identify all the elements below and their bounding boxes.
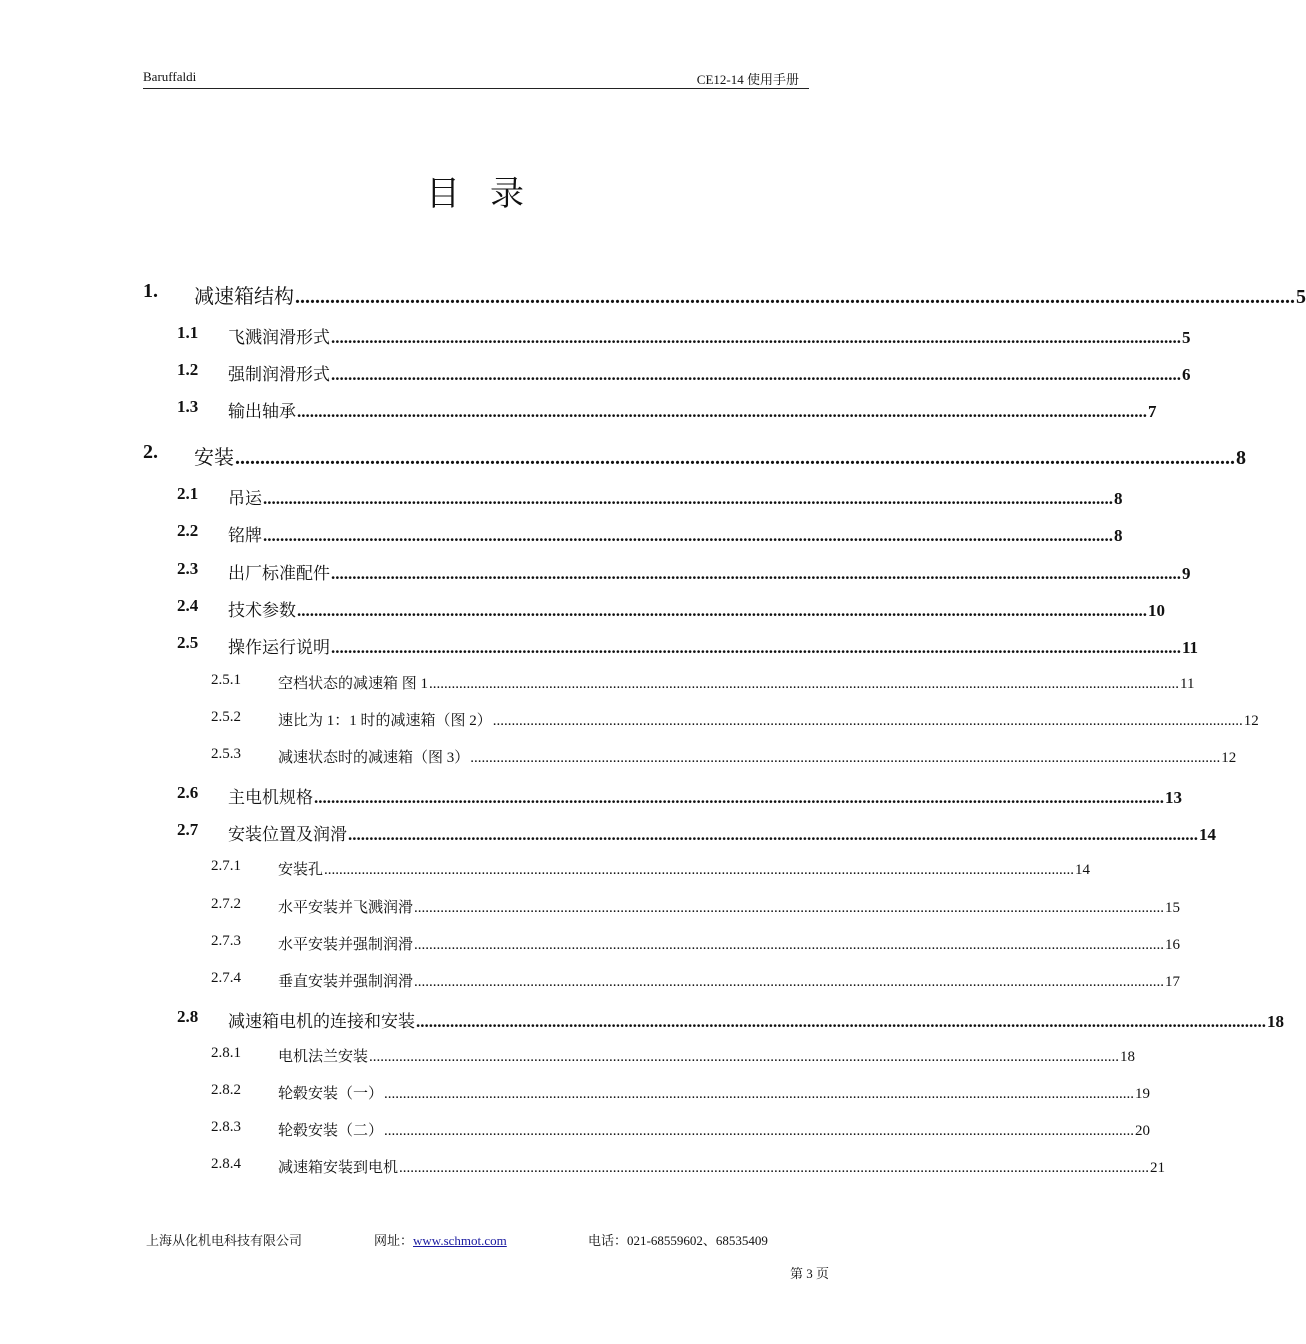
toc-entry-number: 2.7.4 xyxy=(211,970,241,986)
footer-website xyxy=(374,1230,507,1249)
toc-leader-dots: ........................................................................................................................................................................................................ xyxy=(297,402,1147,421)
toc-entry-title: 速比为 1：1 时的减速箱（图 2） xyxy=(278,713,492,729)
toc-entry-page: 10 xyxy=(1148,601,1165,620)
toc-entry-page: 5 xyxy=(1296,286,1306,308)
toc-entry-page: 6 xyxy=(1182,365,1191,384)
toc-leader-dots: ........................................................................................................................................................................................................ xyxy=(492,713,1243,729)
toc-entry-page: 21 xyxy=(1150,1160,1166,1176)
toc-leader-dots: ........................................................................................................................................................................................................ xyxy=(470,750,1221,766)
toc-entry-title: 水平安装并强制润滑 xyxy=(278,937,414,953)
toc-entry-number: 2.8.4 xyxy=(211,1156,241,1172)
toc-entry-title: 吊运 xyxy=(228,489,262,508)
toc-entry-page: 17 xyxy=(1165,974,1181,990)
toc-entry-title: 安装位置及润滑 xyxy=(228,825,347,844)
header-brand: Baruffaldi xyxy=(143,69,197,84)
toc-entry-title: 空档状态的减速箱 图 1 xyxy=(278,676,429,692)
toc-entry-title: 减速箱安装到电机 xyxy=(278,1160,399,1176)
toc-entry-title: 飞溅润滑形式 xyxy=(228,328,330,347)
toc-leader-dots: ........................................................................................................................................................................................................ xyxy=(314,788,1164,807)
toc-entry-number: 2.5.2 xyxy=(211,709,241,725)
toc-entry-number: 2.7 xyxy=(177,820,199,839)
toc-entry-page: 18 xyxy=(1120,1049,1136,1065)
toc-entry-number: 2.8 xyxy=(177,1007,199,1026)
toc-entry-number: 2.5.1 xyxy=(211,672,241,688)
toc-entry-page: 5 xyxy=(1182,328,1191,347)
toc-leader-dots: ........................................................................................................................................................................................................ xyxy=(295,286,1295,308)
toc-leader-dots: ........................................................................................................................................................................................................ xyxy=(414,900,1165,916)
toc-entry-page: 14 xyxy=(1075,862,1091,878)
toc-entry-number: 2.3 xyxy=(177,559,199,578)
toc-entry-number: 2.7.3 xyxy=(211,933,241,949)
toc-entry-page: 20 xyxy=(1135,1123,1151,1139)
toc-entry-number: 1.2 xyxy=(177,360,199,379)
toc-entry-number: 2.5 xyxy=(177,633,199,652)
toc-entry-page: 18 xyxy=(1267,1012,1284,1031)
toc-entry-page: 8 xyxy=(1114,526,1123,545)
toc-entry-number: 2.5.3 xyxy=(211,746,241,762)
toc-entry-page: 7 xyxy=(1148,402,1157,421)
toc-entry-title: 轮毂安装（二） xyxy=(278,1123,384,1139)
toc-entry-title: 减速箱电机的连接和安装 xyxy=(228,1012,415,1031)
toc-leader-dots: ........................................................................................................................................................................................................ xyxy=(235,447,1235,469)
toc-entry-number: 1. xyxy=(143,280,158,302)
toc-entry-title: 安装孔 xyxy=(278,862,324,878)
toc-entry-page: 15 xyxy=(1165,900,1181,916)
toc-entry-page: 14 xyxy=(1199,825,1216,844)
toc-entry-number: 2.8.2 xyxy=(211,1082,241,1098)
toc-entry-number: 2.1 xyxy=(177,484,199,503)
toc-leader-dots: ........................................................................................................................................................................................................ xyxy=(384,1123,1135,1139)
toc-entry-page: 13 xyxy=(1165,788,1182,807)
toc-leader-dots: ........................................................................................................................................................................................................ xyxy=(263,526,1113,545)
toc-entry-page: 19 xyxy=(1135,1086,1151,1102)
toc-entry-title: 减速箱结构 xyxy=(194,286,294,308)
toc-entry-page: 8 xyxy=(1236,447,1246,469)
website-link[interactable]: www.schmot.com xyxy=(413,1233,507,1248)
toc-leader-dots: ........................................................................................................................................................................................................ xyxy=(331,328,1181,347)
toc-entry-number: 2.7.2 xyxy=(211,896,241,912)
toc-leader-dots: ........................................................................................................................................................................................................ xyxy=(331,638,1181,657)
toc-entry-title: 安装 xyxy=(194,447,234,469)
toc-leader-dots: ........................................................................................................................................................................................................ xyxy=(416,1012,1266,1031)
toc-entry-title: 输出轴承 xyxy=(228,402,296,421)
toc-entry-page: 16 xyxy=(1165,937,1181,953)
toc-entry-number: 2.7.1 xyxy=(211,858,241,874)
toc-entry-title: 主电机规格 xyxy=(228,788,313,807)
toc-entry-title: 电机法兰安装 xyxy=(278,1049,369,1065)
toc-entry-number: 2.4 xyxy=(177,596,199,615)
page-header xyxy=(143,66,809,89)
page-number: 第 3 页 xyxy=(790,1266,830,1281)
page-title: 目录 xyxy=(426,176,554,213)
toc-leader-dots: ........................................................................................................................................................................................................ xyxy=(429,676,1180,692)
footer-website-label: 网址： xyxy=(374,1233,414,1248)
toc-entry-title: 垂直安装并强制润滑 xyxy=(278,974,414,990)
toc-entry-number: 1.3 xyxy=(177,397,199,416)
toc-entry-page: 12 xyxy=(1221,750,1237,766)
toc-entry-page: 9 xyxy=(1182,564,1191,583)
toc-entry-number: 2. xyxy=(143,441,158,463)
toc-entry-number: 1.1 xyxy=(177,323,199,342)
toc-leader-dots: ........................................................................................................................................................................................................ xyxy=(331,564,1181,583)
toc-entry-page: 11 xyxy=(1182,638,1199,657)
toc-leader-dots: ........................................................................................................................................................................................................ xyxy=(331,365,1181,384)
toc-entry-number: 2.8.3 xyxy=(211,1119,241,1135)
toc-leader-dots: ........................................................................................................................................................................................................ xyxy=(399,1160,1150,1176)
toc-entry-title: 轮毂安装（一） xyxy=(278,1086,384,1102)
toc-entry-title: 操作运行说明 xyxy=(228,638,330,657)
toc-leader-dots: ........................................................................................................................................................................................................ xyxy=(414,937,1165,953)
toc-entry-page: 12 xyxy=(1243,713,1259,729)
header-manual-title: CE12-14 使用手册 xyxy=(696,72,799,87)
toc-leader-dots: ........................................................................................................................................................................................................ xyxy=(263,489,1113,508)
toc-entry-title: 铭牌 xyxy=(228,526,262,545)
toc-entry-title: 水平安装并飞溅润滑 xyxy=(278,900,414,916)
toc-leader-dots: ........................................................................................................................................................................................................ xyxy=(414,974,1165,990)
toc-entry-number: 2.2 xyxy=(177,521,199,540)
toc-entry-title: 出厂标准配件 xyxy=(228,564,330,583)
toc-leader-dots: ........................................................................................................................................................................................................ xyxy=(369,1049,1120,1065)
toc-entry-title: 技术参数 xyxy=(228,601,296,620)
toc-entry-title: 减速状态时的减速箱（图 3） xyxy=(278,750,470,766)
toc-entry-page: 11 xyxy=(1180,676,1195,692)
footer-company: 上海从化机电科技有限公司 xyxy=(146,1233,303,1248)
toc-leader-dots: ........................................................................................................................................................................................................ xyxy=(297,601,1147,620)
toc-entry-title: 强制润滑形式 xyxy=(228,365,330,384)
footer-phone: 电话：021-68559602、68535409 xyxy=(588,1233,768,1248)
toc-leader-dots: ........................................................................................................................................................................................................ xyxy=(324,862,1075,878)
toc-leader-dots: ........................................................................................................................................................................................................ xyxy=(348,825,1198,844)
toc-entry-number: 2.6 xyxy=(177,783,199,802)
toc-leader-dots: ........................................................................................................................................................................................................ xyxy=(384,1086,1135,1102)
toc-entry-page: 8 xyxy=(1114,489,1123,508)
toc-entry-number: 2.8.1 xyxy=(211,1045,241,1061)
